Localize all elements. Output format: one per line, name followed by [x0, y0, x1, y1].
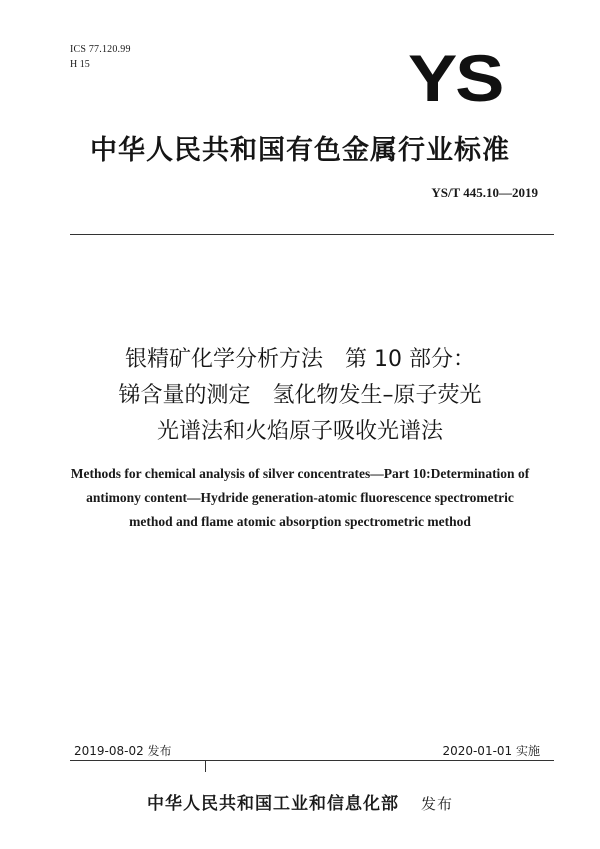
implementation-date: 2020-01-01 实施: [442, 744, 540, 758]
chinese-title-line-2: 锑含量的测定 氢化物发生–原子荧光: [118, 383, 482, 408]
issuer: [0, 789, 600, 814]
ics-code: ICS 77.120.99: [70, 44, 131, 55]
chinese-title-line-1: 银精矿化学分析方法 第 10 部分：: [125, 347, 475, 372]
bottom-divider: [70, 760, 554, 761]
chinese-title: [0, 342, 600, 450]
issuer-action: 发布: [420, 795, 453, 813]
english-title: [40, 462, 560, 534]
issuer-name: 中华人民共和国工业和信息化部: [146, 794, 399, 814]
standard-number: YS/T 445.10—2019: [431, 185, 538, 200]
english-title-line-3: method and flame atomic absorption spectrometric method: [129, 514, 471, 529]
organization-title: 中华人民共和国有色金属行业标准: [90, 135, 510, 166]
chinese-title-line-3: 光谱法和火焰原子吸收光谱法: [156, 419, 443, 444]
publish-date: 2019-08-02 发布: [74, 744, 172, 758]
top-divider: [70, 234, 554, 235]
english-title-line-1: Methods for chemical analysis of silver concentrates—Part 10:Determination of: [70, 466, 530, 481]
ccs-code: H 15: [70, 59, 90, 70]
divider-tick: [205, 760, 206, 772]
ys-logo: YS: [408, 41, 503, 115]
english-title-line-2: antimony content—Hydride generation-atomic fluorescence spectrometric: [86, 490, 514, 505]
